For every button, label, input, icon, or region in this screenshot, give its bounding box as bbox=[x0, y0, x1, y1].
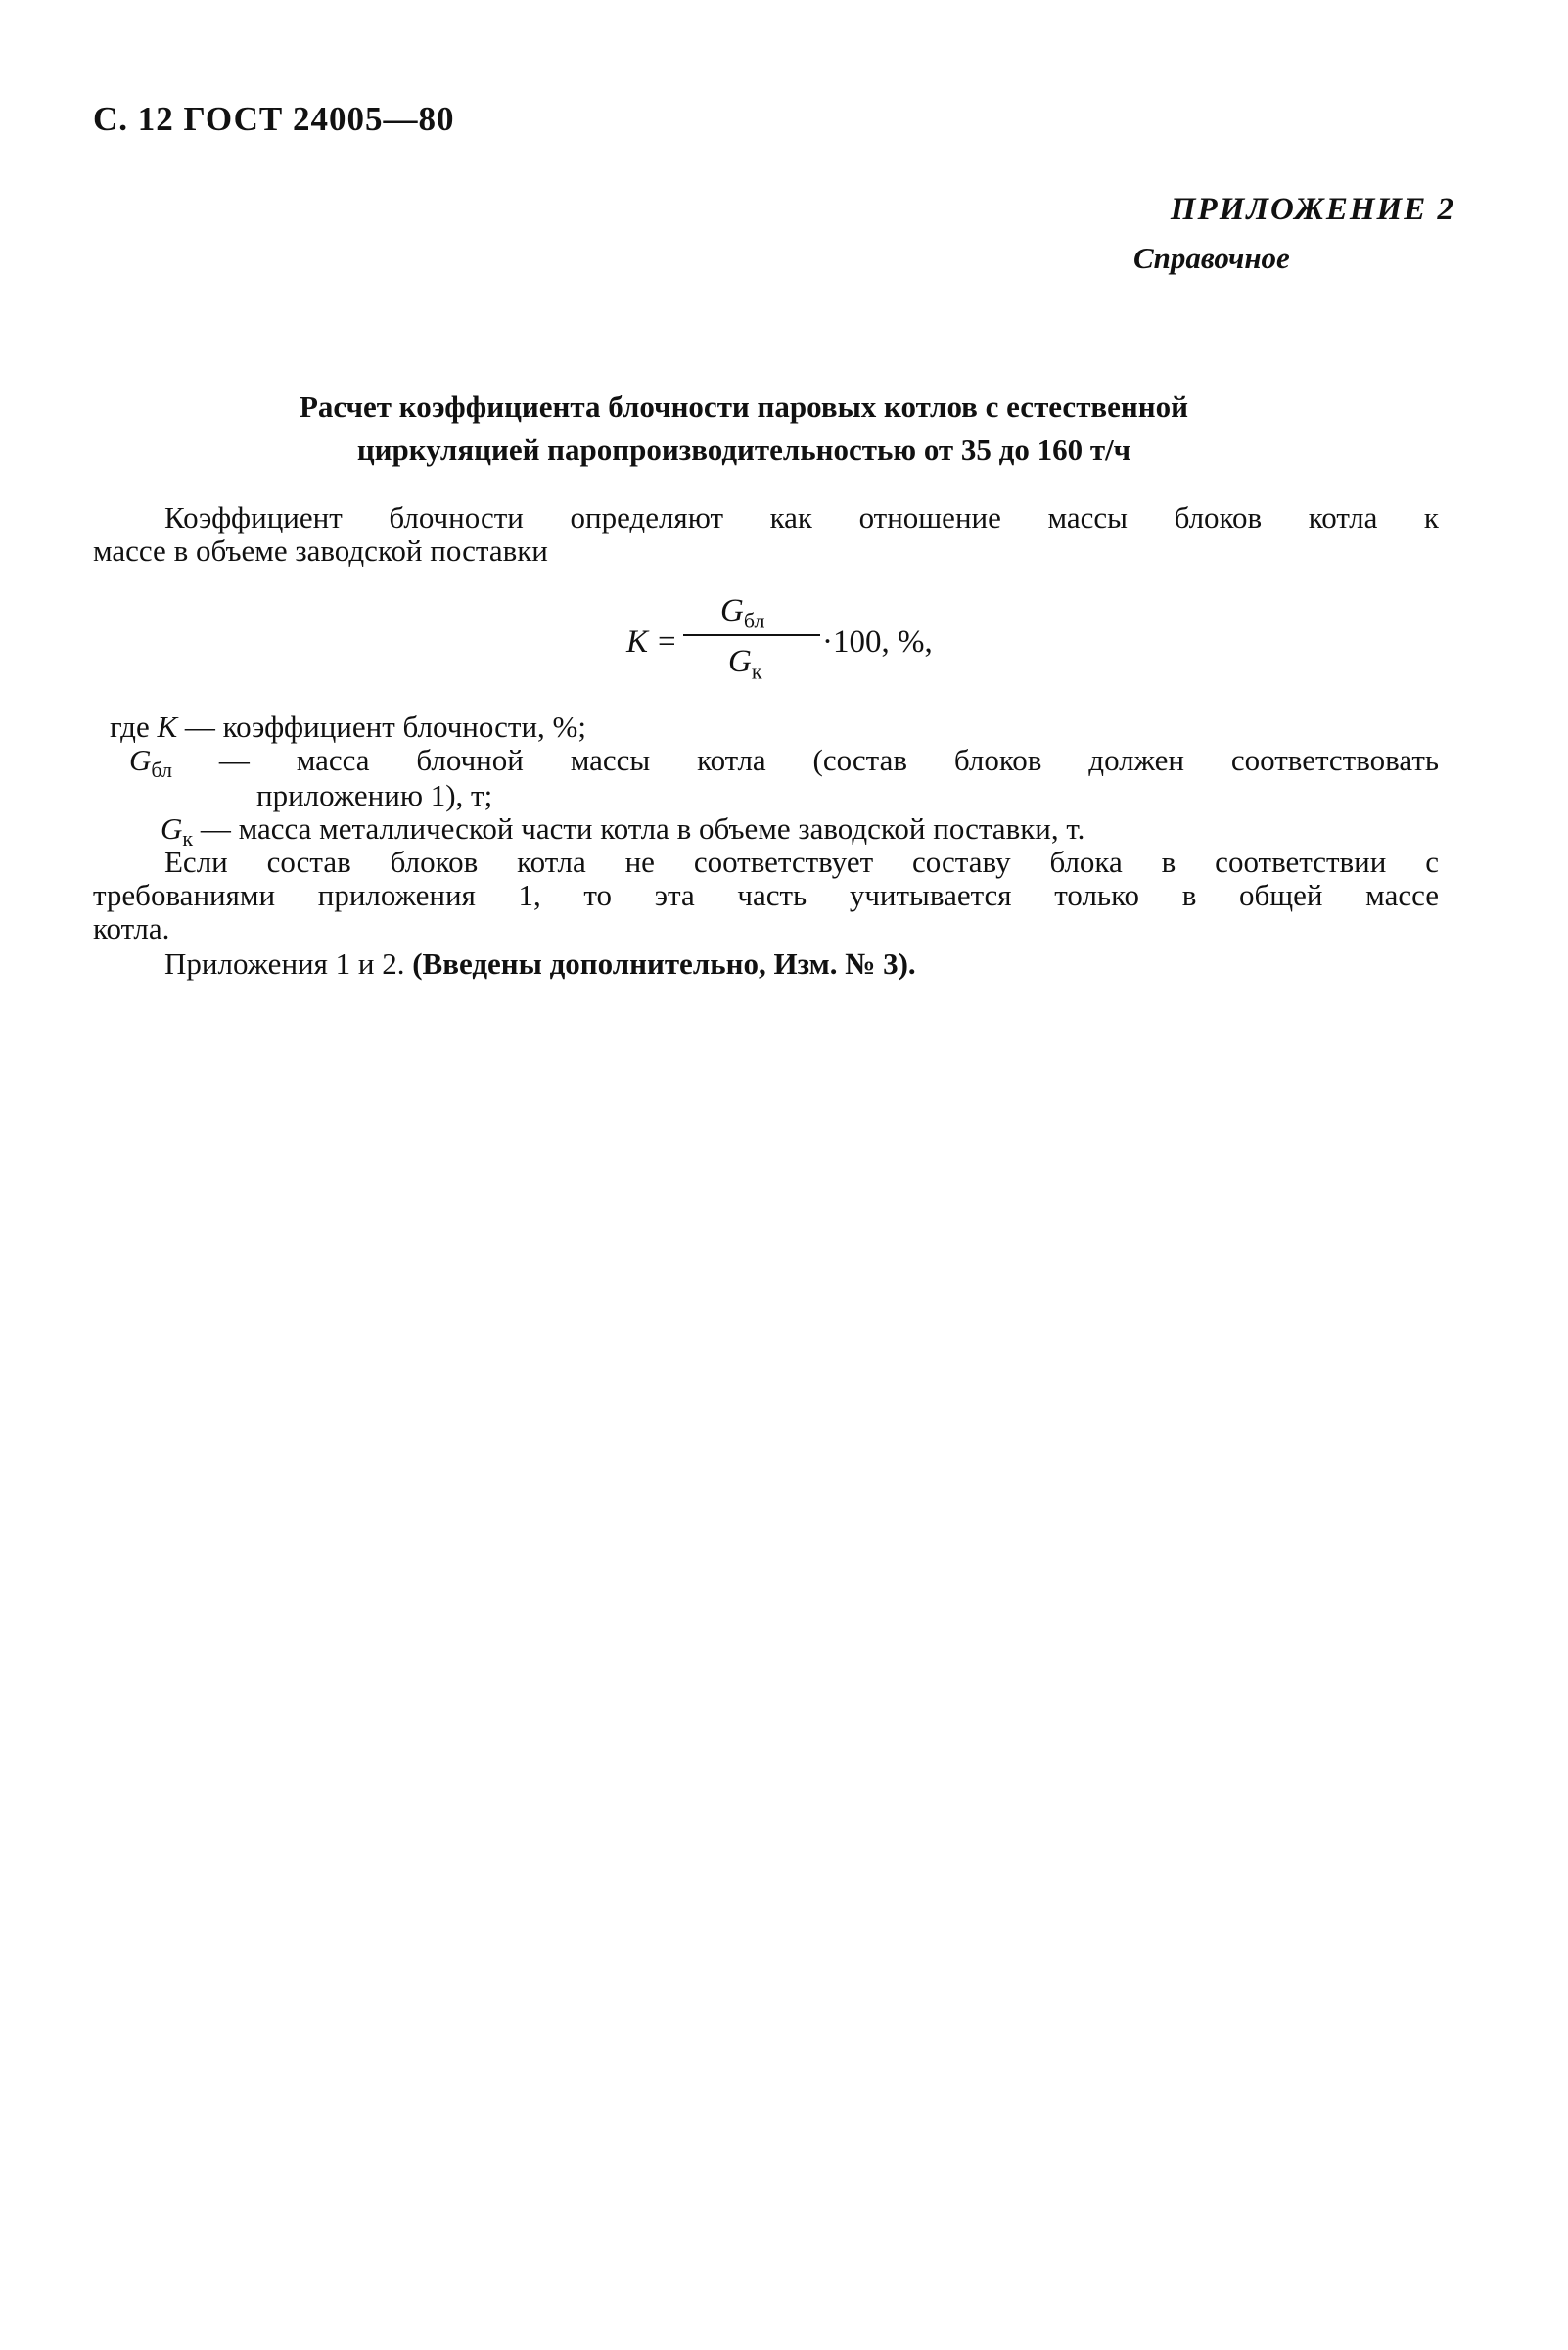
intro-line-1: Коэффициент блочности определяют как отношение массы блоков котла к bbox=[164, 500, 1439, 534]
appendix-type: Справочное bbox=[1133, 241, 1290, 275]
where-word: где bbox=[110, 710, 150, 744]
intro-line-2: массе в объеме заводской поставки bbox=[93, 533, 548, 568]
formula-equals: = bbox=[658, 624, 676, 660]
gk-definition: — масса металлической части котла в объеме заводской поставки, т. bbox=[193, 811, 1085, 846]
note-line-2: требованиями приложения 1, то эта часть учитывается только в общей массе bbox=[93, 878, 1439, 912]
gk-variable: $G_к$ bbox=[161, 811, 194, 852]
k-definition: — коэффициент блочности, %; bbox=[177, 710, 586, 744]
formula-denominator: $G_к$ bbox=[728, 644, 762, 684]
formula-tail: ·100, %, bbox=[822, 624, 933, 660]
blockness-formula bbox=[626, 595, 979, 693]
gbl-definition: — масса блочной массы котла (состав блоков должен соответствовать bbox=[172, 743, 1439, 777]
section-title-line-2: циркуляцией паропроизводительностью от 35 до 160 т/ч bbox=[356, 433, 1131, 467]
formula-lhs: K bbox=[626, 624, 649, 660]
definition-k bbox=[110, 711, 586, 744]
amendment-bold: (Введены дополнительно, Изм. № 3). bbox=[412, 946, 916, 981]
gbl-variable: $G_{бл}$ bbox=[129, 743, 173, 783]
formula-numerator: $G_{бл}$ bbox=[720, 593, 765, 633]
section-title-line-1: Расчет коэффициента блочности паровых котлов с естественной bbox=[299, 390, 1189, 424]
definition-gbl-line-2: приложению 1), т; bbox=[256, 778, 493, 812]
page-header: С. 12 ГОСТ 24005—80 bbox=[93, 100, 455, 138]
amendment-plain: Приложения 1 и 2. bbox=[164, 946, 413, 981]
amendment-note bbox=[164, 947, 916, 981]
note-line-1: Если состав блоков котла не соответствует составу блока в соответствии с bbox=[164, 845, 1439, 879]
k-variable: K bbox=[157, 710, 178, 744]
fraction-bar bbox=[683, 634, 820, 636]
appendix-label: ПРИЛОЖЕНИЕ 2 bbox=[1170, 192, 1455, 227]
note-line-3: котла. bbox=[93, 911, 170, 945]
